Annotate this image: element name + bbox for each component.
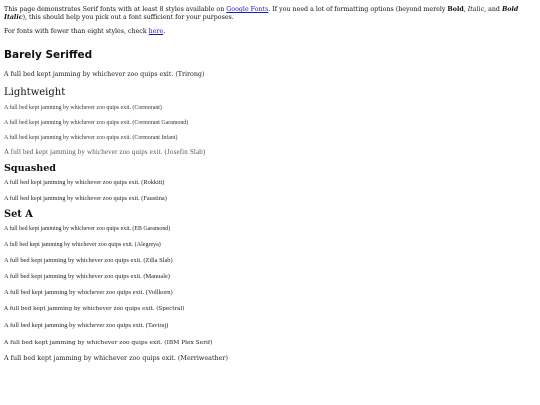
font-sample-ibm-plex-serif: A full bed kept jamming by whichever zoo quips exit. (IBM Plex Serif)	[4, 339, 213, 346]
font-sample-zilla-slab: A full bed kept jamming by whichever zoo quips exit. (Zilla Slab)	[4, 256, 173, 264]
font-sample-cormorant-garamond: A full bed kept jamming by whichever zoo quips exit. (Cormorant Garamond)	[4, 119, 189, 126]
section-heading-lightweight: Lightweight	[4, 86, 66, 98]
intro-text: . If you need a lot of formatting options (beyond merely	[268, 6, 448, 13]
intro-text: ,	[463, 6, 468, 13]
intro-paragraph	[4, 6, 536, 23]
font-sample-faustina: A full bed kept jamming by whichever zoo quips exit. (Faustina)	[4, 194, 167, 202]
font-sample-taviraj: A full bed kept jamming by whichever zoo quips exit. (Taviraj)	[4, 321, 169, 329]
intro-text: For fonts with fewer than eight styles, check	[4, 27, 149, 35]
font-sample-cormorant-infant: A full bed kept jamming by whichever zoo quips exit. (Cormorant Infant)	[4, 134, 178, 141]
font-sample-eb-garamond: A full bed kept jamming by whichever zoo quips exit. (EB Garamond)	[4, 225, 171, 232]
bold-example: Bold	[447, 6, 464, 13]
intro-text: , and	[484, 6, 502, 13]
fewer-styles-paragraph	[4, 28, 536, 36]
font-sample-alegreya: A full bed kept jamming by whichever zoo quips exit. (Alegreya)	[4, 241, 161, 248]
font-sample-cormorant: A full bed kept jamming by whichever zoo quips exit. (Cormorant)	[4, 104, 162, 111]
font-sample-trirong: A full bed kept jamming by whichever zoo quips exit. (Trirong)	[4, 70, 205, 78]
italic-example: Italic	[467, 6, 485, 13]
google-fonts-link[interactable]: Google Fonts	[226, 6, 269, 13]
font-sample-vollkorn: A full bed kept jamming by whichever zoo quips exit. (Vollkorn)	[4, 288, 173, 296]
font-sample-manuale: A full bed kept jamming by whichever zoo quips exit. (Manuale)	[4, 272, 170, 280]
bold-italic-example: Bold Italic	[4, 6, 519, 22]
section-heading-set-a: Set A	[4, 208, 33, 220]
font-sample-spectral: A full bed kept jamming by whichever zoo quips exit. (Spectral)	[4, 305, 185, 312]
section-heading-squashed: Squashed	[4, 162, 57, 174]
section-heading-barely-seriffed: Barely Seriffed	[4, 48, 93, 61]
font-sample-josefin-slab: A full bed kept jamming by whichever zoo quips exit. (Josefin Slab)	[4, 147, 206, 156]
intro-text: .	[163, 27, 166, 35]
intro-text: ), this should help you pick out a font sufficient for your purposes.	[22, 14, 234, 22]
font-sample-merriweather: A full bed kept jamming by whichever zoo quips exit. (Merriweather)	[4, 353, 228, 362]
here-link[interactable]: here	[148, 27, 164, 35]
font-sample-rokkitt: A full bed kept jamming by whichever zoo quips exit. (Rokkitt)	[4, 178, 165, 186]
intro-text: This page demonstrates Serif fonts with at least 8 styles available on	[4, 6, 227, 13]
